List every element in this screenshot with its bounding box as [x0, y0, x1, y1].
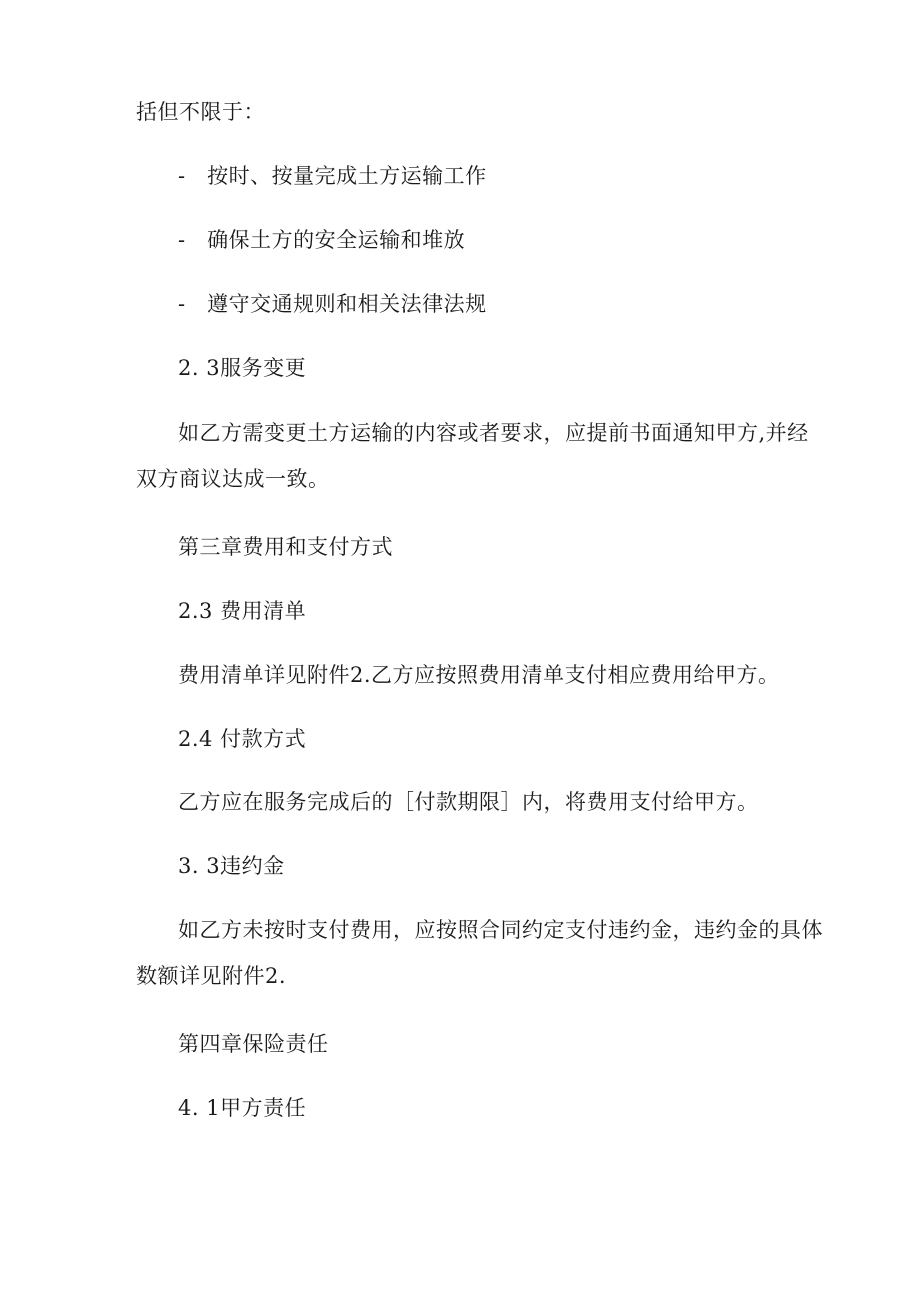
section-heading-fee-list: 2.3 费用清单 [178, 599, 307, 623]
paragraph-line: 如乙方未按时支付费用，应按照合同约定支付违约金，违约金的具体 [178, 918, 823, 942]
bullet-item: - 按时、按量完成土方运输工作 [178, 164, 487, 188]
paragraph-line: 如乙方需变更土方运输的内容或者要求，应提前书面通知甲方,并经 [178, 421, 809, 445]
section-heading-payment: 2.4 付款方式 [178, 727, 307, 751]
section-heading-penalty: 3. 3违约金 [178, 854, 285, 878]
bullet-item: - 遵守交通规则和相关法律法规 [178, 292, 487, 316]
paragraph-line: 双方商议达成一致。 [136, 467, 330, 491]
section-heading-party-a: 4. 1甲方责任 [178, 1096, 307, 1120]
chapter-heading-insurance: 第四章保险责任 [178, 1032, 329, 1056]
continuation-text: 括但不限于： [136, 100, 265, 124]
chapter-heading-fees: 第三章费用和支付方式 [178, 535, 393, 559]
bullet-item: - 确保土方的安全运输和堆放 [178, 228, 466, 252]
paragraph-line: 乙方应在服务完成后的［付款期限］内，将费用支付给甲方。 [178, 790, 759, 814]
paragraph-line: 费用清单详见附件2.乙方应按照费用清单支付相应费用给甲方。 [178, 663, 780, 687]
section-heading-service-change: 2. 3服务变更 [178, 356, 307, 380]
paragraph-line: 数额详见附件2. [136, 964, 287, 988]
